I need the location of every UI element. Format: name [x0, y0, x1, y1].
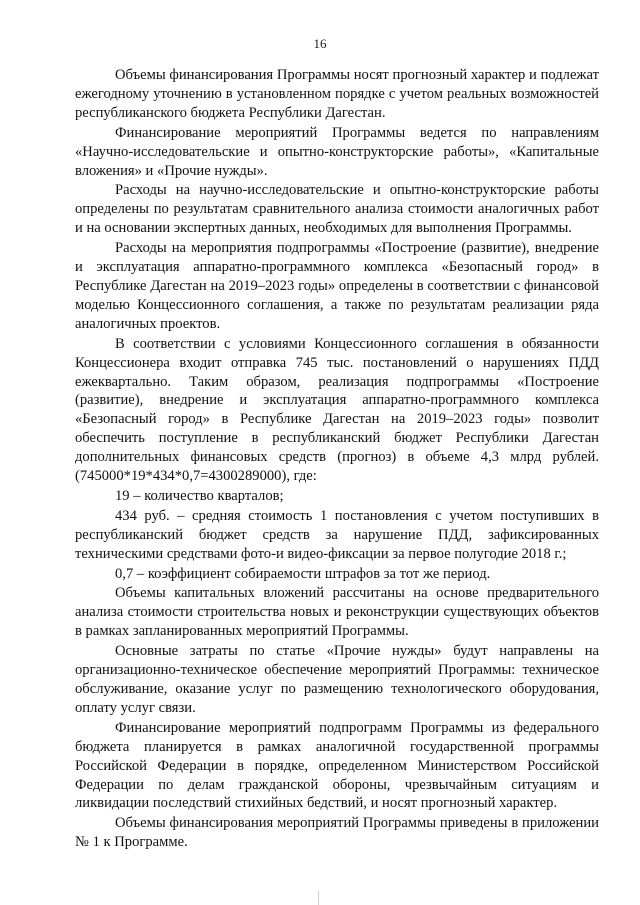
paragraph-subprogram-costs: Расходы на мероприятия подпрограммы «Построение (развитие), внедрение и эксплуатация аппаратно-программного комплекса «Безопасный город» в Республике Дагестан на 2019–2023 годы» определены в соответствии с финансовой моделью Концессионного соглашения, а также по результатам реализации ряда аналогичных проектов. [75, 240, 599, 332]
paragraph-quarters-count: 19 – количество кварталов; [115, 487, 284, 504]
page-number: 16 [313, 36, 327, 51]
paragraph-average-fine: 434 руб. – средняя стоимость 1 постановления с учетом поступивших в республиканский бюджет средств за нарушение ПДД, зафиксированных техническими средствами фото-и видео-фиксации за первое полугодие 2018 г.; [75, 507, 599, 562]
scan-edge-mark [318, 891, 319, 905]
paragraph-appendix-reference: Объемы финансирования мероприятий Программы приведены в приложении № 1 к Программе. [75, 815, 599, 851]
paragraph-other-needs: Основные затраты по статье «Прочие нужды» будут направлены на организационно-техническое обеспечение мероприятий Программы: техническое обслуживание, оказание услуг по размещению технологического оборудования, оплату услуг связи. [75, 643, 599, 716]
paragraph-rnd-costs: Расходы на научно-исследовательские и опытно-конструкторские работы определены по результатам сравнительного анализа стоимости аналогичных работ и на основании экспертных данных, необходимых для выполнения Программы. [75, 182, 599, 237]
document-body [75, 66, 599, 853]
paragraph-concession-revenue: В соответствии с условиями Концессионного соглашения в обязанности Концессионера входит отправка 745 тыс. постановлений о нарушениях ПДД ежеквартально. Таким образом, реализация подпрограммы «Построение (развитие), внедрение и эксплуатация аппаратно-программного комплекса «Безопасный город» в Республике Дагестан на 2019–2023 годы» позволит обеспечить поступление в республиканский бюджет Республики Дагестан дополнительных финансовых средств (прогноз) в объеме 4,3 млрд рублей. (745000*19*434*0,7=4300289000), где: [75, 335, 599, 485]
paragraph-collection-rate: 0,7 – коэффициент собираемости штрафов за тот же период. [115, 565, 491, 582]
paragraph-federal-funding: Финансирование мероприятий подпрограмм Программы из федерального бюджета планируется в рамках аналогичной государственной программы Российской Федерации в порядке, определенном Министерством Российской Федерации по делам гражданской обороны, чрезвычайным ситуациям и ликвидации последствий стихийных бедствий, и носят прогнозный характер. [75, 719, 599, 812]
paragraph-financing-directions: Финансирование мероприятий Программы ведется по направлениям «Научно-исследовательские и опытно-конструкторские работы», «Капитальные вложения» и «Прочие нужды». [75, 124, 599, 179]
paragraph-capital-investments: Объемы капитальных вложений рассчитаны на основе предварительного анализа стоимости строительства новых и реконструкции существующих объектов в рамках запланированных мероприятий Программы. [75, 585, 599, 640]
paragraph-financing-forecast: Объемы финансирования Программы носят прогнозный характер и подлежат ежегодному уточнению в установленном порядке с учетом реальных возможностей республиканского бюджета Республики Дагестан. [75, 67, 599, 121]
